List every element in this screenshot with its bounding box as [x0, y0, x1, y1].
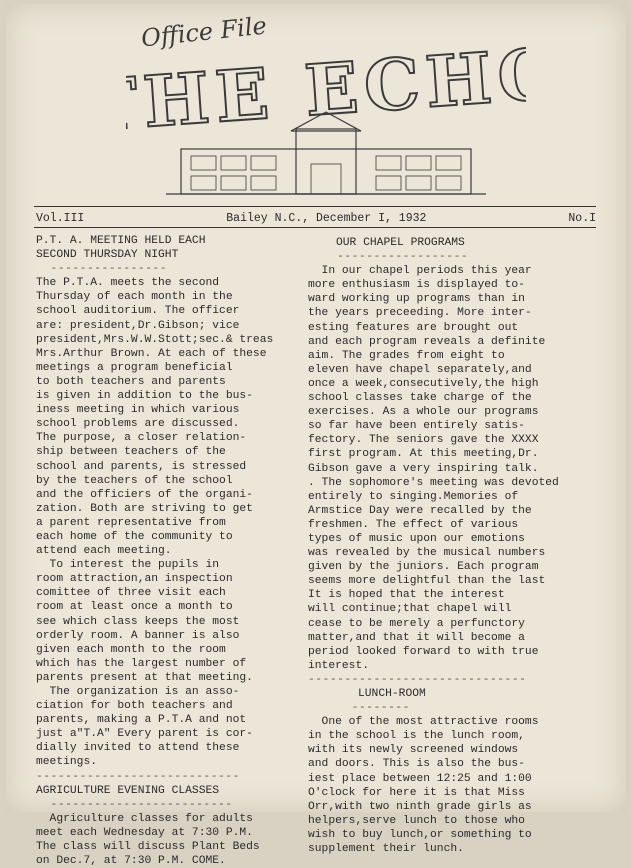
masthead-title: THE ECHO [126, 34, 526, 148]
text-line: In our chapel periods this year [308, 265, 532, 278]
text-line: O'clock for here it is that Miss [308, 786, 525, 799]
text-line: is given in addition to the bus- [36, 390, 253, 403]
text-line: ward working up programs than in [308, 293, 525, 306]
text-line: dially invited to attend these [36, 742, 240, 755]
text-line: are: president,Dr.Gibson; vice [36, 319, 240, 332]
text-line: comittee of three visit each [36, 587, 226, 600]
text-line: orderly room. A banner is also [36, 629, 240, 642]
text-line: meetings. [36, 756, 98, 769]
text-line: Agriculture classes for adults [36, 812, 253, 825]
text-line: to both teachers and parents [36, 375, 226, 388]
text-line: zation. Both are striving to get [36, 502, 253, 515]
text-line: seems more delightful than the last [308, 575, 546, 588]
text-line: Mrs.Arthur Brown. At each of these [36, 347, 267, 360]
divider: ------------------ [308, 251, 469, 264]
text-line: each home of the community to [36, 530, 233, 543]
divider: ------------------------------ [308, 673, 527, 686]
chapel-headline: OUR CHAPEL PROGRAMS [336, 237, 465, 249]
text-line: just a"T.A" Every parent is cor- [36, 728, 253, 741]
text-line: school and parents, is stressed [36, 460, 247, 473]
text-line: will continue;that chapel will [308, 603, 512, 616]
text-line: period looked forward to with true [308, 645, 539, 658]
text-line: attend each meeting. [36, 545, 172, 558]
text-line: school classes take charge of the [308, 392, 532, 405]
text-line: It is hoped that the interest [308, 589, 505, 602]
text-line: was revealed by the musical numbers [308, 547, 546, 560]
text-line: fectory. The seniors gave the XXXX [308, 434, 539, 447]
chapel-article-body [308, 264, 608, 673]
text-line: parents present at that meeting. [36, 671, 253, 684]
text-line: the years preceeding. More inter- [308, 307, 532, 320]
text-line: iest place between 12:25 and 1:00 [308, 772, 532, 785]
divider: ---------------------------- [36, 770, 240, 783]
pta-headline-2: SECOND THURSDAY NIGHT [36, 249, 179, 262]
lunch-article-body [308, 715, 608, 856]
text-line: so far have been entirely satis- [308, 420, 525, 433]
text-line: One of the most attractive rooms [308, 716, 539, 729]
text-line: matter,and that it will become a [308, 631, 525, 644]
text-line: given by the juniors. Each program [308, 561, 539, 574]
text-line: meetings a program beneficial [36, 361, 233, 374]
text-line: helpers,serve lunch to those who [308, 814, 525, 827]
masthead [126, 34, 526, 204]
handwritten-annotation: Office File [139, 11, 268, 53]
text-line: and each program reveals a definite [308, 335, 546, 348]
text-line: exercises. As a whole our programs [308, 406, 539, 419]
text-line: types of music upon our emotions [308, 532, 525, 545]
text-line: aim. The grades from eight to [308, 349, 505, 362]
issue-line [36, 212, 596, 225]
volume-label: Vol.III [36, 212, 85, 225]
text-line: room at least once a month to [36, 601, 233, 614]
divider: ------------------------- [36, 798, 233, 811]
text-line: and doors. This is also the bus- [308, 758, 525, 771]
text-line: Thursday of each month in the [36, 291, 233, 304]
divider: ---------------- [36, 263, 168, 276]
text-line: The organization is an asso- [36, 686, 240, 698]
text-line: president,Mrs.W.W.Stott;sec.& treas [36, 333, 274, 346]
text-line: in the school is the lunch room, [308, 730, 525, 743]
right-column [308, 236, 608, 856]
pta-headline-1: P.T. A. MEETING HELD EACH [36, 235, 206, 247]
pta-article-body [36, 276, 316, 769]
text-line: given each month to the room [36, 643, 226, 656]
place-date: Bailey N.C., December I, 1932 [226, 212, 427, 225]
text-line: see which class keeps the most [36, 615, 240, 628]
agri-article-body [36, 812, 316, 868]
text-line: iness meeting in which various [36, 404, 240, 417]
text-line: . The sophomore's meeting was devoted [308, 476, 559, 489]
text-line: wish to buy lunch,or something to [308, 828, 532, 841]
text-line: more enthusiasm is displayed to- [308, 279, 525, 292]
text-line: parents, making a P.T.A and not [36, 714, 247, 727]
text-line: with its newly screened windows [308, 744, 519, 757]
text-line: The P.T.A. meets the second [36, 277, 220, 290]
text-line: by the teachers of the school [36, 474, 233, 487]
masthead-rule-bottom [34, 227, 596, 228]
lunch-headline: LUNCH-ROOM [358, 688, 426, 700]
text-line: room attraction,an inspection [36, 573, 233, 586]
text-line: The class will discuss Plant Beds [36, 841, 260, 854]
text-line: entirely to singing.Memories of [308, 490, 519, 503]
text-line: school auditorium. The officer [36, 305, 240, 318]
text-line: which has the largest number of [36, 657, 247, 670]
masthead-rule-top [34, 206, 596, 207]
text-line: meet each Wednesday at 7:30 P.M. [36, 826, 253, 839]
masthead-illustration [126, 34, 526, 204]
text-line: To interest the pupils in [36, 559, 220, 572]
text-line: first program. At this meeting,Dr. [308, 448, 539, 461]
text-line: interest. [308, 659, 370, 672]
agri-headline: AGRICULTURE EVENING CLASSES [36, 784, 220, 797]
text-line: Gibson gave a very inspiring talk. [308, 462, 539, 475]
divider: -------- [308, 702, 410, 715]
text-line: freshmen. The effect of various [308, 518, 519, 531]
text-line: Orr,with two ninth grade girls as [308, 800, 532, 813]
text-line: supplement their lunch. [308, 843, 464, 856]
text-line: a parent representative from [36, 516, 226, 529]
issue-number: No.I [568, 212, 596, 225]
text-line: ciation for both teachers and [36, 700, 233, 713]
text-line: on Dec.7, at 7:30 P.M. COME. [36, 855, 226, 868]
text-line: school problems are discussed. [36, 418, 240, 431]
newsletter-page [6, 4, 626, 868]
text-line: esting features are brought out [308, 321, 519, 334]
text-line: Armstice Day were recalled by the [308, 504, 532, 517]
text-line: ship between teachers of the [36, 446, 226, 459]
text-line: once a week,consecutively,the high [308, 377, 539, 390]
left-column [36, 234, 316, 868]
text-line: and the officiers of the organi- [36, 488, 253, 501]
text-line: eleven have chapel separately,and [308, 363, 532, 376]
text-line: The purpose, a closer relation- [36, 432, 247, 445]
text-line: cease to be merely a perfunctory [308, 617, 525, 630]
